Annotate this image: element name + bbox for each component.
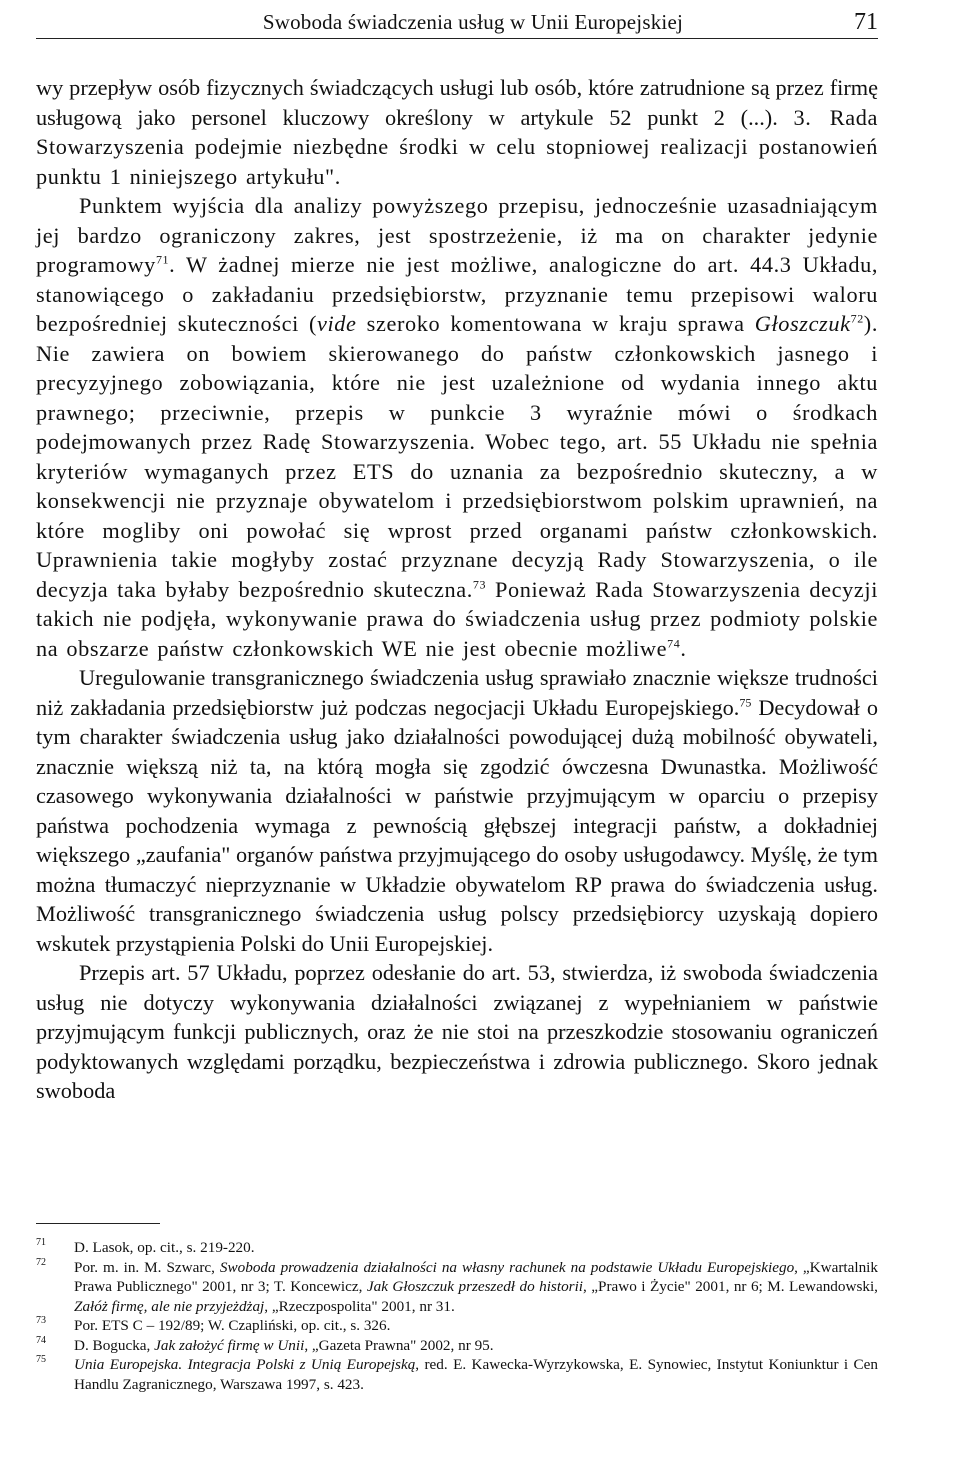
main-text: [36, 73, 878, 1106]
footnotes: [36, 1238, 878, 1394]
running-title: Swoboda świadczenia usług w Unii Europejskiej: [262, 10, 683, 34]
paragraph-2-text-e: Ponieważ Rada Stowarzyszenia decyzji takich nie podjęła, wykonywanie prawa do świadczenia usług przez podmioty polskie na obszarze państw członkowskich WE nie jest obecnie możliwe: [36, 576, 878, 661]
footnote-72-title-koncewicz: Jak Głoszczuk przeszedł do historii: [366, 1278, 584, 1295]
footnote-74-text-a: D. Bogucka,: [74, 1336, 155, 1354]
paragraph-2-text-c: szeroko komentowana w kraju sprawa: [356, 311, 755, 336]
paragraph-1-text-b: 3. Rada Stowarzyszenia podejmie niezbędne środki w celu stopniowej realizacji postanowień punktu 1 niniejszego artykułu".: [36, 104, 878, 189]
footnote-75-number: 75: [36, 1354, 46, 1365]
footnote-ref-75: 75: [739, 695, 752, 710]
paragraph-1: [36, 73, 878, 191]
paragraph-3-text-b: Decydował o tym charakter świadczenia usług jako działalności powodującej dużą mobilność obywateli, znacznie większą niż ta, na którą mogła się zgodzić ówczesna Dwunastka. Możliwość czasowego wykonywania działalności w państwie przyjmującym w oparciu o przepisy państwa pochodzenia wymaga z pewnością głębszej integracji państw, a dokładniej większego „zaufania" organów państwa przyjmującego do osoby usługodawcy. Myślę, że tym można tłumaczyć nieprzyznanie w Układzie obywatelom RP prawa do świadczenia usług. Możliwość transgranicznego świadczenia usług polscy przedsiębiorcy uzyskają dopiero wskutek przystąpienia Polski do Unii Europejskiej.: [36, 694, 878, 956]
footnote-72-text-e: , „Prawo i Życie" 2001, nr 6; M. Lewandowski,: [583, 1278, 878, 1295]
footnote-divider: [36, 1223, 160, 1224]
paragraph-3-text-a: Uregulowanie transgranicznego świadczenia usług sprawiało znacznie większe trudności niż zakładania przedsiębiorstw już podczas negocjacji Układu Europejskiego.: [36, 665, 878, 720]
footnote-ref-72: 72: [850, 311, 864, 326]
paragraph-4: Przepis art. 57 Układu, poprzez odesłanie do art. 53, stwierdza, iż swoboda świadczenia usług nie dotyczy wykonywania działalności związanej z wypełnianiem w państwie przyjmującym funkcji publicznych, oraz że nie stoi na przeszkodzie stosowaniu ograniczeń podyktowanych względami porządku, bezpieczeństwa i zdrowia publicznego. Skoro jednak swoboda: [36, 960, 878, 1103]
footnote-71-text: D. Lasok, op. cit., s. 219-220.: [74, 1239, 255, 1256]
running-header: [36, 8, 878, 39]
paragraph-2-gloszczuk: Głoszczuk: [754, 311, 851, 336]
footnote-72-text-c: , „Kwartalnik Prawa Publicznego" 2001, nr 3; T. Koncewicz,: [74, 1258, 878, 1295]
footnote-ref-73: 73: [472, 577, 487, 592]
footnote-72-title-szwarc: Swoboda prowadzenia działalności na własny rachunek na podstawie Układu Europejskiego: [219, 1258, 795, 1276]
footnote-72: [36, 1258, 878, 1317]
footnote-74-number: 74: [36, 1334, 46, 1346]
paragraph-2-text-d: ). Nie zawiera on bowiem skierowanego do państw członkowskich jasnego i precyzyjnego zobowiązania, które nie jest uzależnione od wydania innego aktu prawnego; przeciwnie, przepis w punkcie 3 wyraźnie mówi o środkach podejmowanych przez Radę Stowarzyszenia. Wobec tego, art. 55 Układu nie spełnia kryteriów wymaganych przez ETS do uznania za bezpośrednio skuteczny, a w konsekwencji nie przyznaje obywatelom i przedsiębiorstwom polskim uprawnień, na które mogliby oni powołać się wprost przed organami państw członkowskich. Uprawnienia takie mogłyby zostać przyznane decyzją Rady Stowarzyszenia, o ile decyzja taka byłaby bezpośrednio skuteczna.: [36, 311, 878, 602]
paragraph-2-text-a: Punktem wyjścia dla analizy powyższego przepisu, jednocześnie uzasadniającym jej bardzo ograniczony zakres, jest spostrzeżenie, iż ma on charakter jedynie programowy: [36, 193, 878, 277]
footnote-72-number: 72: [36, 1256, 46, 1268]
paragraph-1-text-a: wy przepływ osób fizycznych świadczących usługi lub osób, które zatrudnione są przez firmę usługową jako personel kluczowy określony w artykule 52 punkt 2 (...).: [36, 75, 878, 130]
footnote-ref-71: 71: [155, 252, 170, 267]
paragraph-2-text-b: . W żadnej mierze nie jest możliwe, analogiczne do art. 44.3 Układu, stanowiącego o zakładaniu przedsiębiorstw, przyznanie temu przepisowi waloru bezpośredniej skuteczności (: [36, 252, 878, 336]
page-number: 71: [854, 9, 878, 35]
footnote-72-title-lewandowski: Załóż firmę, ale nie przyjeżdżaj: [74, 1297, 265, 1315]
footnote-ref-74: 74: [667, 636, 681, 651]
footnote-74-text-c: , „Gazeta Prawna" 2002, nr 95.: [304, 1336, 494, 1354]
footnote-73-text: Por. ETS C – 192/89; W. Czapliński, op. cit., s. 326.: [74, 1317, 391, 1334]
paragraph-2: [36, 191, 878, 663]
footnote-75-title: Unia Europejska. Integracja Polski z Unią Europejską: [74, 1356, 416, 1373]
footnote-74: [36, 1336, 878, 1356]
footnote-75-text-b: , red. E. Kawecka-Wyrzykowska, E. Synowiec, Instytut Koniunktur i Cen Handlu Zagranicznego, Warszawa 1997, s. 423.: [74, 1356, 878, 1393]
footnote-71-number: 71: [36, 1237, 46, 1248]
book-page: [36, 0, 878, 1459]
footnote-73-number: 73: [36, 1315, 46, 1326]
footnote-72-text-a: Por. m. in. M. Szwarc,: [74, 1258, 220, 1276]
footnote-72-text-g: , „Rzeczpospolita" 2001, nr 31.: [264, 1297, 455, 1315]
paragraph-3: [36, 663, 878, 958]
footnote-73: [36, 1316, 878, 1336]
paragraph-2-vide: vide: [317, 311, 357, 336]
paragraph-2-text-f: .: [680, 635, 687, 661]
footnote-71: [36, 1238, 878, 1258]
footnote-75: [36, 1355, 878, 1394]
footnote-74-title: Jak założyć firmę w Unii: [154, 1336, 305, 1354]
